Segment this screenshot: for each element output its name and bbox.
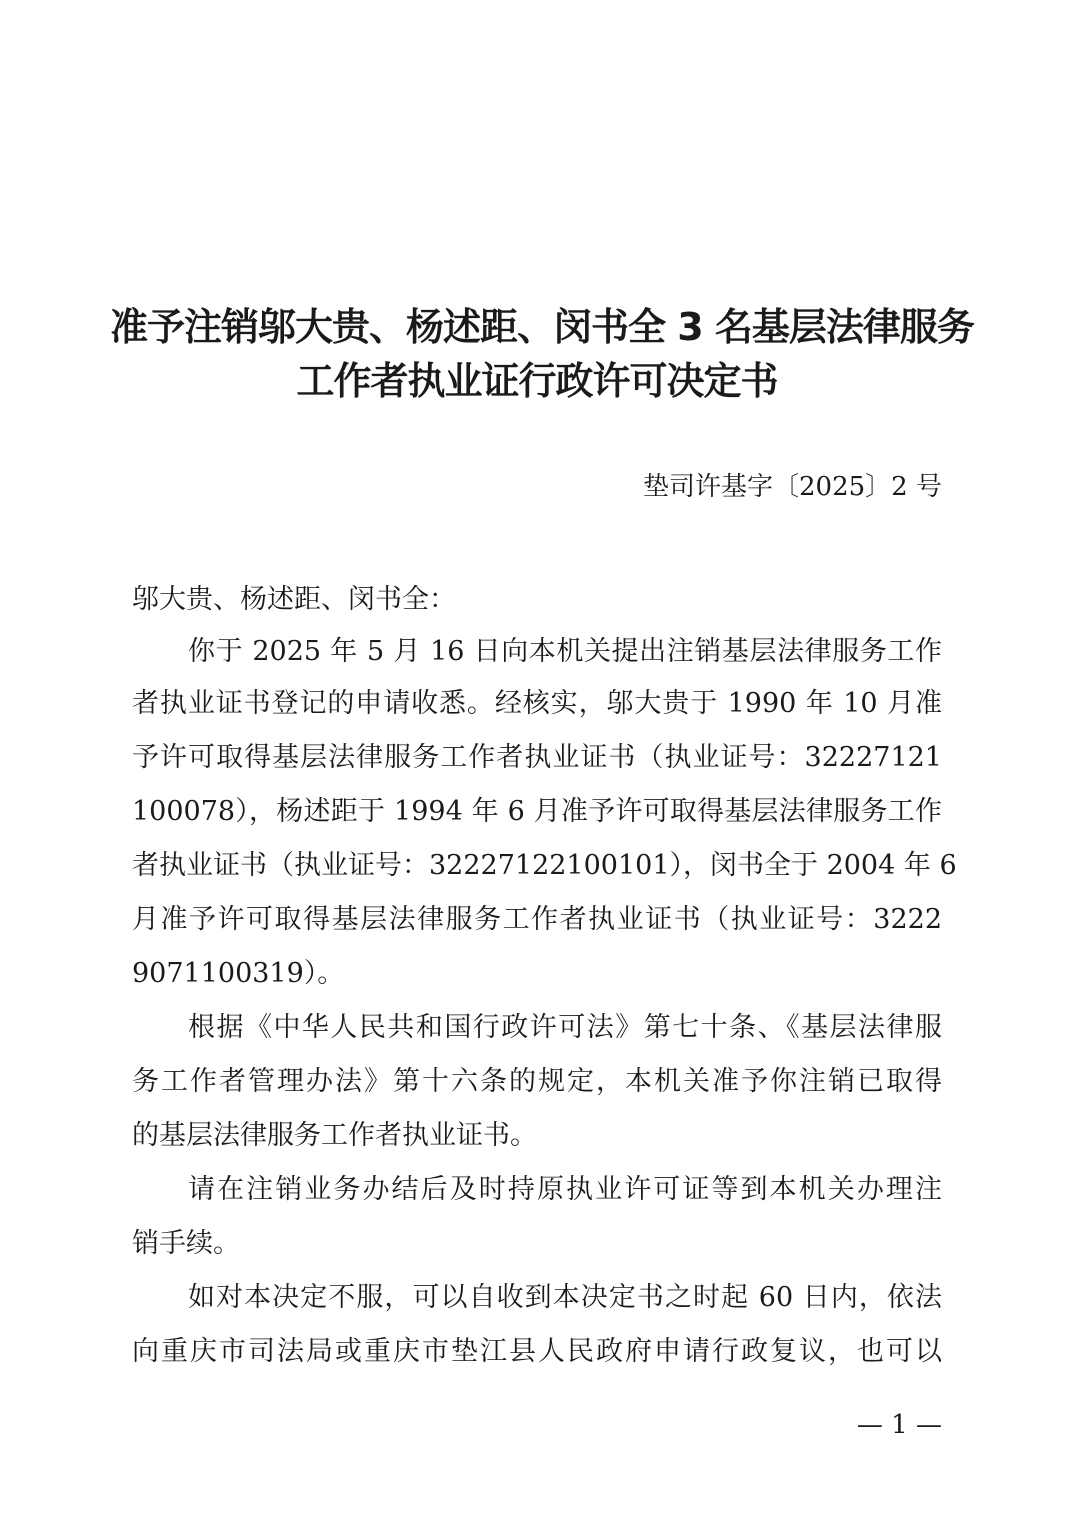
paragraph-1-line-4: 100078），杨述距于 1994 年 6 月准予许可取得基层法律服务工作: [132, 796, 942, 827]
paragraph-4-line-2: 向重庆市司法局或重庆市垫江县人民政府申请行政复议，也可以: [132, 1336, 942, 1367]
paragraph-3-line-2: 销手续。: [132, 1228, 240, 1259]
paragraph-1-line-6: 月准予许可取得基层法律服务工作者执业证书（执业证号：3222: [132, 904, 942, 935]
paragraph-2-line-1: 根据《中华人民共和国行政许可法》第七十条、《基层法律服: [188, 1012, 942, 1043]
paragraph-1-line-2: 者执业证书登记的申请收悉。经核实，邬大贵于 1990 年 10 月准: [132, 688, 942, 719]
page-number: — 1 —: [856, 1410, 942, 1440]
document-title-line-2: 工作者执业证行政许可决定书: [296, 359, 778, 403]
paragraph-3-line-1: 请在注销业务办结后及时持原执业许可证等到本机关办理注: [188, 1174, 942, 1205]
paragraph-1-line-3: 予许可取得基层法律服务工作者执业证书（执业证号：32227121: [132, 742, 942, 773]
paragraph-2-line-3: 的基层法律服务工作者执业证书。: [132, 1120, 537, 1151]
paragraph-4-line-1: 如对本决定不服，可以自收到本决定书之时起 60 日内，依法: [188, 1282, 942, 1313]
paragraph-2-line-2: 务工作者管理办法》第十六条的规定，本机关准予你注销已取得: [132, 1066, 942, 1097]
addressee: 邬大贵、杨述距、闵书全：: [132, 584, 456, 615]
document-number: 垫司许基字〔2025〕2 号: [643, 472, 942, 502]
paragraph-1-line-1: 你于 2025 年 5 月 16 日向本机关提出注销基层法律服务工作: [188, 636, 942, 667]
paragraph-1-line-7: 9071100319）。: [132, 958, 345, 989]
document-title-line-1: 准予注销邬大贵、杨述距、闵书全 3 名基层法律服务: [110, 305, 974, 349]
paragraph-1-line-5: 者执业证书（执业证号：32227122100101），闵书全于 2004 年 6: [132, 850, 957, 881]
